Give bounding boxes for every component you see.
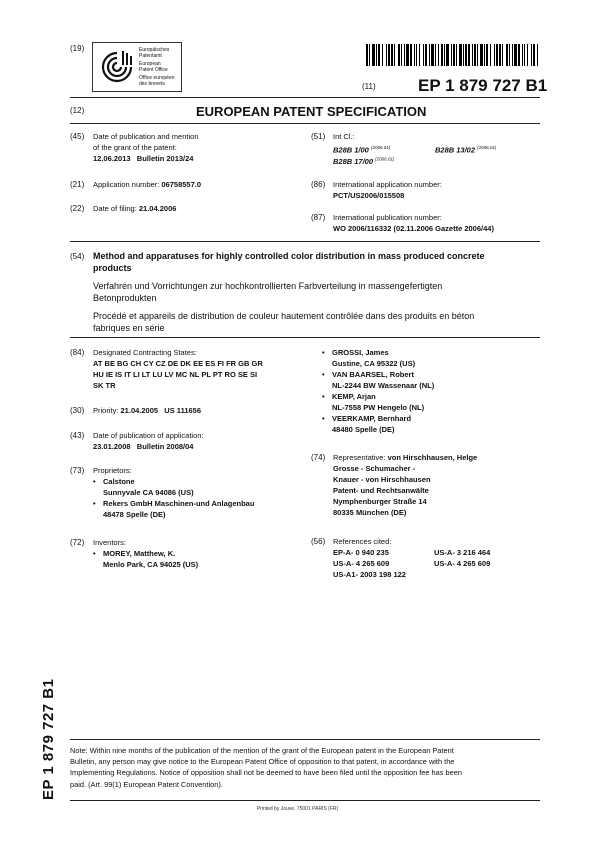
side-publication-number: EP 1 879 727 B1 bbox=[40, 678, 57, 800]
designated-states: Designated Contracting States: AT BE BG CH CY CZ DE DK EE ES FI FR GB GR HU IE IS IT LI LT LU LV MC NL PL PT RO SE SI SK TR bbox=[93, 348, 263, 390]
publication-number: EP 1 879 727 B1 bbox=[418, 76, 548, 95]
list-item: • Calstone Sunnyvale CA 94086 (US) bbox=[93, 476, 254, 498]
divider bbox=[70, 337, 540, 338]
inid-74: (74) bbox=[311, 453, 326, 462]
reference: US-A1- 2003 198 122 bbox=[333, 570, 406, 579]
ipc-code: B28B 13/02 $^{(2006.01)}$ bbox=[435, 145, 497, 155]
title-fr: Procédé et appareils de distribution de couleur hautement contrôlée dans des produits en béton bbox=[93, 311, 475, 321]
divider bbox=[70, 800, 540, 801]
inid-72: (72) bbox=[70, 538, 85, 547]
international-application: International application number: PCT/US2006/015508 bbox=[333, 180, 442, 200]
int-classification: Int Cl.: B28B 1/00 $^{(2006.01)}$ B28B 13/02 $^{(2006.01)}$ B28B 17/00 $^{(2006.01)}$ bbox=[333, 132, 497, 166]
filing-date: Date of filing: 21.04.2006 bbox=[93, 204, 177, 213]
office-name-fr: Office européen des brevets bbox=[139, 75, 175, 87]
representative: Representative: von Hirschhausen, Helge Grosse - Schumacher - Knauer - von Hirschhausen Patent- und Rechtsanwälte Nymphenburger Straße 14 80335 München (DE) bbox=[333, 453, 478, 517]
list-item: • KEMP, Arjan NL-7558 PW Hengelo (NL) bbox=[322, 391, 434, 413]
inid-43: (43) bbox=[70, 431, 85, 440]
inid-21: (21) bbox=[70, 180, 85, 189]
inid-54: (54) bbox=[70, 252, 85, 261]
epo-logo bbox=[92, 42, 182, 92]
application-number: Application number: 06758557.0 bbox=[93, 180, 202, 189]
priority: Priority: 21.04.2005 US 111656 bbox=[93, 406, 202, 415]
divider bbox=[70, 739, 540, 740]
list-item: • GROSSI, James Gustine, CA 95322 (US) bbox=[322, 347, 434, 369]
inventors-left: Inventors: • MOREY, Matthew, K. Menlo Park, CA 94025 (US) bbox=[93, 537, 198, 570]
title-block: Method and apparatuses for highly controlled color distribution in mass produced concrete products Verfahren und Vorrichtungen zur hochkontrollierten Farbverteilung in massengefertigten Betonprodukten Procédé et appareils de distribution de couleur hautement contrôlée dans des produits en béton fabriques en série bbox=[93, 250, 543, 334]
reference: US-A- 4 265 609 bbox=[434, 559, 491, 568]
office-name-de: Europäisches Patentamt bbox=[139, 47, 170, 59]
reference: EP-A- 0 940 235 bbox=[333, 548, 389, 557]
ipc-code: B28B 17/00 $^{(2006.01)}$ bbox=[333, 156, 395, 166]
inid-22: (22) bbox=[70, 204, 85, 213]
title-en: Method and apparatuses for highly controlled color distribution in mass produced concrete bbox=[93, 251, 485, 261]
list-item: • Rekers GmbH Maschinen-und Anlagenbau 48478 Spelle (DE) bbox=[93, 498, 254, 520]
list-item: • VEERKAMP, Bernhard 48480 Spelle (DE) bbox=[322, 413, 434, 435]
ipc-code: B28B 1/00 $^{(2006.01)}$ bbox=[333, 145, 391, 155]
inid-30: (30) bbox=[70, 406, 85, 415]
proprietors: Proprietors: • Calstone Sunnyvale CA 94086 (US) • Rekers GmbH Maschinen-und Anlagenbau 48478 Spelle (DE) bbox=[93, 465, 254, 520]
barcode-image bbox=[366, 44, 538, 66]
inid-56: (56) bbox=[311, 537, 326, 546]
opposition-note: Note: Within nine months of the publication of the mention of the grant of the European patent in the European Patent Bulletin, any person may give notice to the European Patent Office of opposition to that patent, in accordance with the Implementing Regulations. Notice of opposition shall not be deemed to have been filed until the opposition fee has been paid. (Art. 99(1) European Patent Convention). bbox=[70, 746, 462, 789]
divider bbox=[70, 241, 540, 242]
inid-51: (51) bbox=[311, 132, 326, 141]
inid-19: (19) bbox=[70, 44, 85, 53]
inid-12: (12) bbox=[70, 106, 85, 115]
divider bbox=[70, 97, 540, 98]
inid-87: (87) bbox=[311, 213, 326, 222]
inid-86: (86) bbox=[311, 180, 326, 189]
inid-84: (84) bbox=[70, 348, 85, 357]
reference: US-A- 3 216 464 bbox=[434, 548, 491, 557]
inid-73: (73) bbox=[70, 466, 85, 475]
application-publication: Date of publication of application: 23.01.2008 Bulletin 2008/04 bbox=[93, 431, 204, 451]
inid-45: (45) bbox=[70, 132, 85, 141]
list-item: • MOREY, Matthew, K. Menlo Park, CA 94025 (US) bbox=[93, 548, 198, 570]
office-name-en: European Patent Office bbox=[139, 61, 168, 73]
references-cited: References cited: EP-A- 0 940 235 US-A- 3 216 464 US-A- 4 265 609 US-A- 4 265 609 US-A1- 2003 198 122 bbox=[333, 537, 491, 579]
list-item: • VAN BAARSEL, Robert NL-2244 BW Wassenaar (NL) bbox=[322, 369, 434, 391]
inventors-right bbox=[322, 347, 434, 435]
document-type-title: EUROPEAN PATENT SPECIFICATION bbox=[196, 104, 427, 119]
grant-date-block: Date of publication and mention of the grant of the patent: 12.06.2013 Bulletin 2013/24 bbox=[93, 132, 199, 163]
international-publication: International publication number: WO 2006/116332 (02.11.2006 Gazette 2006/44) bbox=[333, 213, 494, 233]
divider bbox=[70, 123, 540, 124]
printer-footer: Printed by Jouve, 75001 PARIS (FR) bbox=[256, 806, 339, 812]
reference: US-A- 4 265 609 bbox=[333, 559, 390, 568]
epo-emblem-icon bbox=[97, 47, 137, 87]
title-de: Verfahren und Vorrichtungen zur hochkontrollierten Farbverteilung in massengefertigten bbox=[93, 281, 443, 291]
inid-11: (11) bbox=[362, 82, 376, 91]
